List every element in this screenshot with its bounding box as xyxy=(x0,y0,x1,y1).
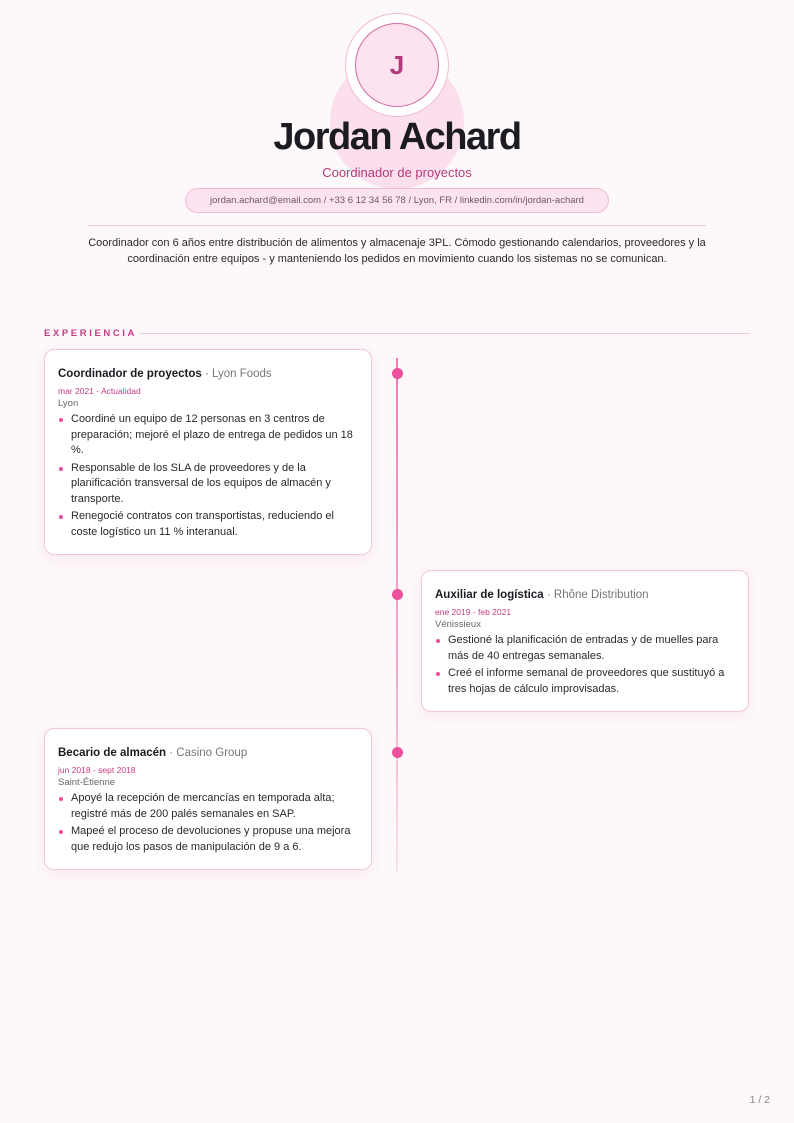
timeline-dot xyxy=(392,747,403,758)
card-header xyxy=(58,746,358,760)
experience-card xyxy=(421,570,749,712)
experience-card xyxy=(44,728,372,870)
job-title: Auxiliar de logística xyxy=(435,589,544,601)
profile-summary: Coordinador con 6 años entre distribución de alimentos y almacenaje 3PL. Cómodo gestionando calendarios, proveedores y la coordinación entre equipos - y manteniendo los pedidos en movimiento cuando los sistemas no se comunican. xyxy=(88,237,706,265)
timeline-dot xyxy=(392,589,403,600)
list-item: Responsable de los SLA de proveedores y de la planificación transversal de los equipos de almacén y transporte. xyxy=(58,461,358,508)
job-dates: mar 2021 - Actualidad xyxy=(58,386,141,396)
avatar xyxy=(355,23,439,107)
list-item: Apoyé la recepción de mercancías en temporada alta; registré más de 200 palés semanales en SAP. xyxy=(58,791,358,822)
contact-pill xyxy=(185,188,609,213)
card-header xyxy=(58,367,358,381)
timeline-dot xyxy=(392,368,403,379)
company-name: Rhône Distribution xyxy=(553,589,649,601)
section-divider xyxy=(140,333,750,334)
achievements-list xyxy=(58,412,358,540)
job-location: Lyon xyxy=(58,398,79,409)
title-separator: · xyxy=(166,747,177,759)
list-item: Mapeé el proceso de devoluciones y propuse una mejora que redujo los pasos de manipulación de 9 a 6. xyxy=(58,824,358,855)
job-title: Coordinador de proyectos xyxy=(58,368,202,380)
achievements-list xyxy=(58,791,358,855)
timeline-line xyxy=(396,358,398,872)
job-location: Vénissieux xyxy=(435,619,481,630)
candidate-name: Jordan Achard xyxy=(273,116,521,158)
title-separator: · xyxy=(201,368,213,380)
list-item: Gestioné la planificación de entradas y de muelles para más de 40 entregas semanales. xyxy=(435,633,735,664)
experience-card xyxy=(44,349,372,555)
candidate-role: Coordinador de proyectos xyxy=(322,165,472,180)
company-name: Lyon Foods xyxy=(212,368,272,380)
list-item: Coordiné un equipo de 12 personas en 3 centros de preparación; mejoré el plazo de entrega de pedidos un 18 %. xyxy=(58,412,358,459)
job-location: Saint-Étienne xyxy=(58,777,116,788)
job-dates: ene 2019 - feb 2021 xyxy=(435,607,512,617)
list-item: Renegocié contratos con transportistas, reduciendo el coste logístico un 11 % interanual. xyxy=(58,509,358,540)
contact-info: jordan.achard@email.com / +33 6 12 34 56 78 / Lyon, FR / linkedin.com/in/jordan-achard xyxy=(210,195,584,206)
page-number: 1 / 2 xyxy=(749,1094,770,1106)
job-dates: jun 2018 - sept 2018 xyxy=(58,765,136,775)
achievements-list xyxy=(435,633,735,697)
card-header xyxy=(435,588,735,602)
title-separator: · xyxy=(543,589,554,601)
company-name: Casino Group xyxy=(176,747,248,759)
job-title: Becario de almacén xyxy=(58,747,167,759)
section-title-experience: EXPERIENCIA xyxy=(44,328,138,339)
list-item: Creé el informe semanal de proveedores que sustituyó a tres hojas de cálculo improvisadas. xyxy=(435,666,735,697)
header-divider xyxy=(88,225,706,226)
avatar-initial: J xyxy=(389,49,405,80)
